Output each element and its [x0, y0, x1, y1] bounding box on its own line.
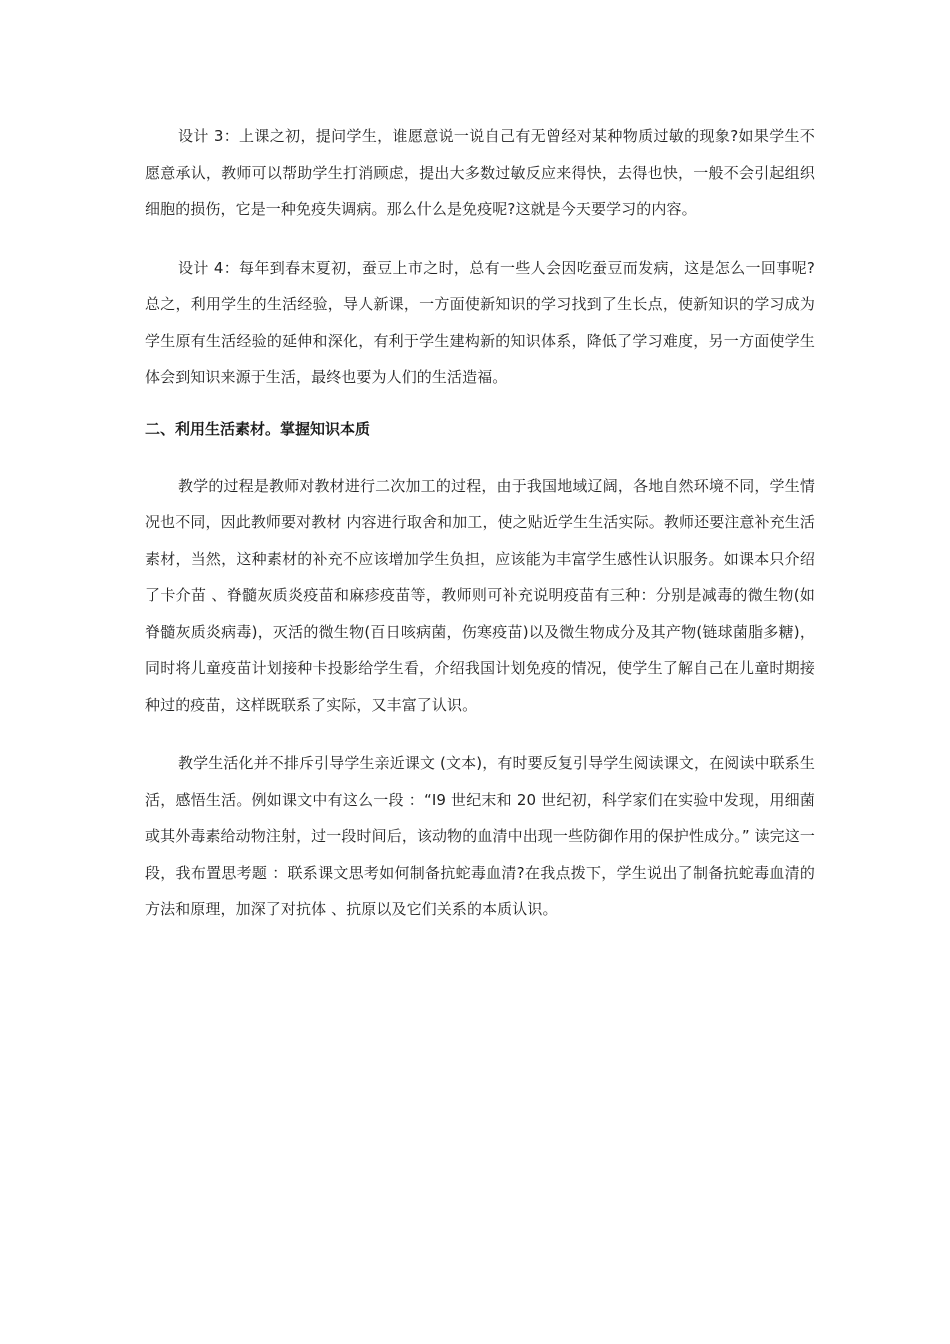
paragraph-design-3: 设计 3：上课之初，提问学生，谁愿意说一说自己有无曾经对某种物质过敏的现象?如果学生不愿意承认，教师可以帮助学生打消顾虑，提出大多数过敏反应来得快，去得也快，一般不会引起组织细胞的损伤，它是一种免疫失调病。那么什么是免疫呢?这就是今天要学习的内容。	[145, 127, 815, 218]
document-page	[145, 118, 815, 928]
paragraph-design-4: 设计 4：每年到春末夏初，蚕豆上市之时，总有一些人会因吃蚕豆而发病，这是怎么一回事呢? 总之，利用学生的生活经验，导人新课，一方面使新知识的学习找到了生长点，使新知识的学习成为学生原有生活经验的延伸和深化，有利于学生建构新的知识体系，降低了学习难度，另一方面使学生体会到知识来源于生活，最终也要为人们的生活造福。	[145, 258, 815, 386]
section-heading: 二、利用生活素材。掌握知识本质	[145, 419, 371, 438]
paragraph-teaching-life: 教学生活化并不排斥引导学生亲近课文 (文本)，有时要反复引导学生阅读课文，在阅读中联系生活，感悟生活。例如课文中有这么一段 ：“I9 世纪末和 20 世纪初，科学家们在实验中发现，用细菌或其外毒素给动物注射，过一段时间后，该动物的血清中出现一些防御作用的保护性成分。” 读完这一段，我布置思考题 ：联系课文思考如何制备抗蛇毒血清?在我点拨下，学生说出了制备抗蛇毒血清的方法和原理，加深了对抗体 、抗原以及它们关系的本质认识。	[145, 754, 815, 918]
paragraph-teaching-process: 教学的过程是教师对教材进行二次加工的过程，由于我国地域辽阔，各地自然环境不同，学生情况也不同，因此教师要对教材 内容进行取舍和加工，使之贴近学生生活实际。教师还要注意补充生活素材，当然，这种素材的补充不应该增加学生负担，应该能为丰富学生感性认识服务。如课本只介绍了卡介苗 、脊髓灰质炎疫苗和麻疹疫苗等，教师则可补充说明疫苗有三种：分别是减毒的微生物(如脊髓灰质炎病毒)，灭活的微生物(百日咳病菌，伤寒疫苗)以及微生物成分及其产物(链球菌脂多糖)，同时将儿童疫苗计划接种卡投影给学生看，介绍我国计划免疫的情况，使学生了解自己在儿童时期接种过的疫苗，这样既联系了实际，又丰富了认识。	[145, 476, 815, 714]
